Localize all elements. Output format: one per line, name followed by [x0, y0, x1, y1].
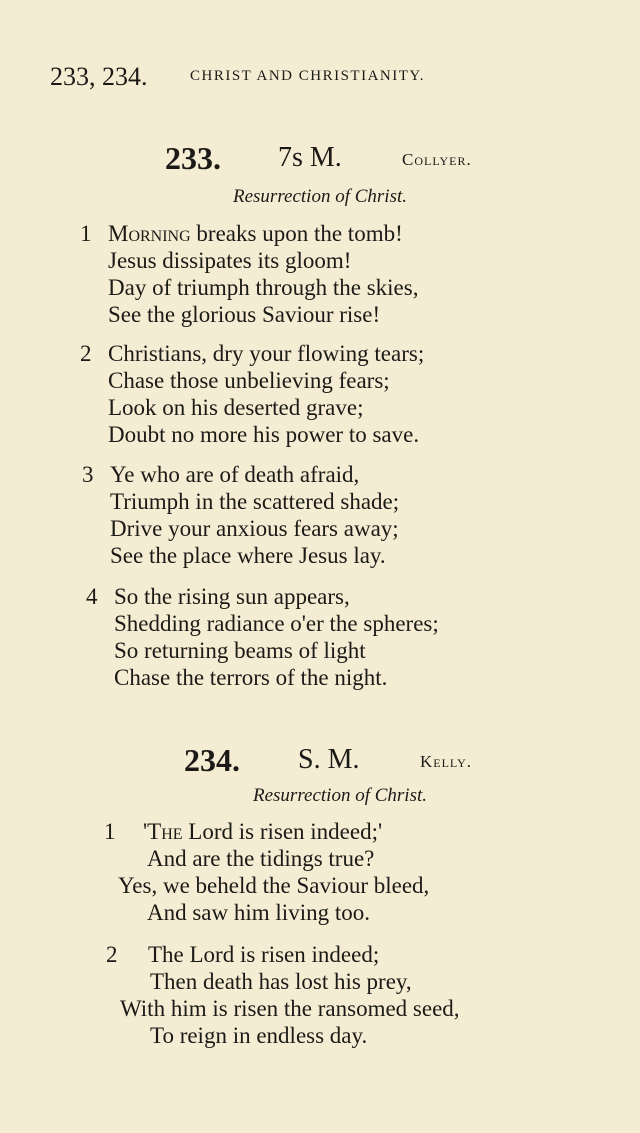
verse-lead-word: Morning	[108, 221, 191, 246]
verse-number: 1	[80, 221, 92, 246]
verse-line: Shedding radiance o'er the spheres;	[114, 611, 439, 636]
verse-lead-word: 'The	[143, 819, 183, 844]
hymn-tune: Collyer.	[402, 150, 472, 169]
verse-line: The Lord is risen indeed;	[148, 942, 380, 967]
verse-line: Day of triumph through the skies,	[108, 275, 419, 300]
verse-line: With him is risen the ransomed seed,	[120, 996, 460, 1021]
hymn-meter: S. M.	[298, 744, 360, 775]
verse-line: Drive your anxious fears away;	[110, 516, 399, 541]
verse-line: Ye who are of death afraid,	[110, 462, 360, 487]
verse-line: Look on his deserted grave;	[108, 395, 364, 420]
verse-number: 3	[82, 462, 94, 487]
verse-line: And saw him living too.	[147, 900, 370, 925]
verse-line	[108, 220, 403, 247]
verse-line	[143, 818, 382, 845]
running-head-page-numbers: 233, 234.	[50, 62, 148, 91]
verse-line: And are the tidings true?	[147, 846, 375, 871]
hymn-tune: Kelly.	[420, 752, 472, 771]
running-head	[50, 62, 600, 92]
verse-line: Chase those unbelieving fears;	[108, 368, 390, 393]
verse-number: 1	[104, 819, 116, 844]
verse-line: To reign in endless day.	[150, 1023, 368, 1048]
hymn-number: 234.	[184, 742, 240, 778]
verse-line-rest: Lord is risen indeed;'	[182, 819, 383, 844]
hymn-subject: Resurrection of Christ.	[233, 186, 407, 207]
verse-number: 2	[106, 942, 118, 967]
verse-line: Yes, we beheld the Saviour bleed,	[118, 873, 430, 898]
verse-line: Doubt no more his power to save.	[108, 422, 420, 447]
verse-line: Chase the terrors of the night.	[114, 665, 388, 690]
verse-line: Jesus dissipates its gloom!	[108, 248, 352, 273]
verse-line: So the rising sun appears,	[114, 584, 350, 609]
hymn-meter: 7s M.	[278, 142, 342, 173]
verse-number: 4	[86, 584, 98, 609]
verse-line: See the glorious Saviour rise!	[108, 302, 381, 327]
running-head-title: CHRIST AND CHRISTIANITY.	[190, 68, 426, 84]
verse-line: Then death has lost his prey,	[150, 969, 412, 994]
hymn-subject: Resurrection of Christ.	[253, 785, 427, 806]
verse-line: So returning beams of light	[114, 638, 366, 663]
verse-number: 2	[80, 341, 92, 366]
verse-line-rest: breaks upon the tomb!	[190, 221, 403, 246]
verse-line: See the place where Jesus lay.	[110, 543, 386, 568]
verse-line: Christians, dry your flowing tears;	[108, 341, 425, 366]
hymn-234-heading	[0, 742, 640, 778]
hymn-number: 233.	[165, 140, 221, 176]
verse-line: Triumph in the scattered shade;	[110, 489, 400, 514]
hymn-233-heading	[0, 140, 640, 176]
